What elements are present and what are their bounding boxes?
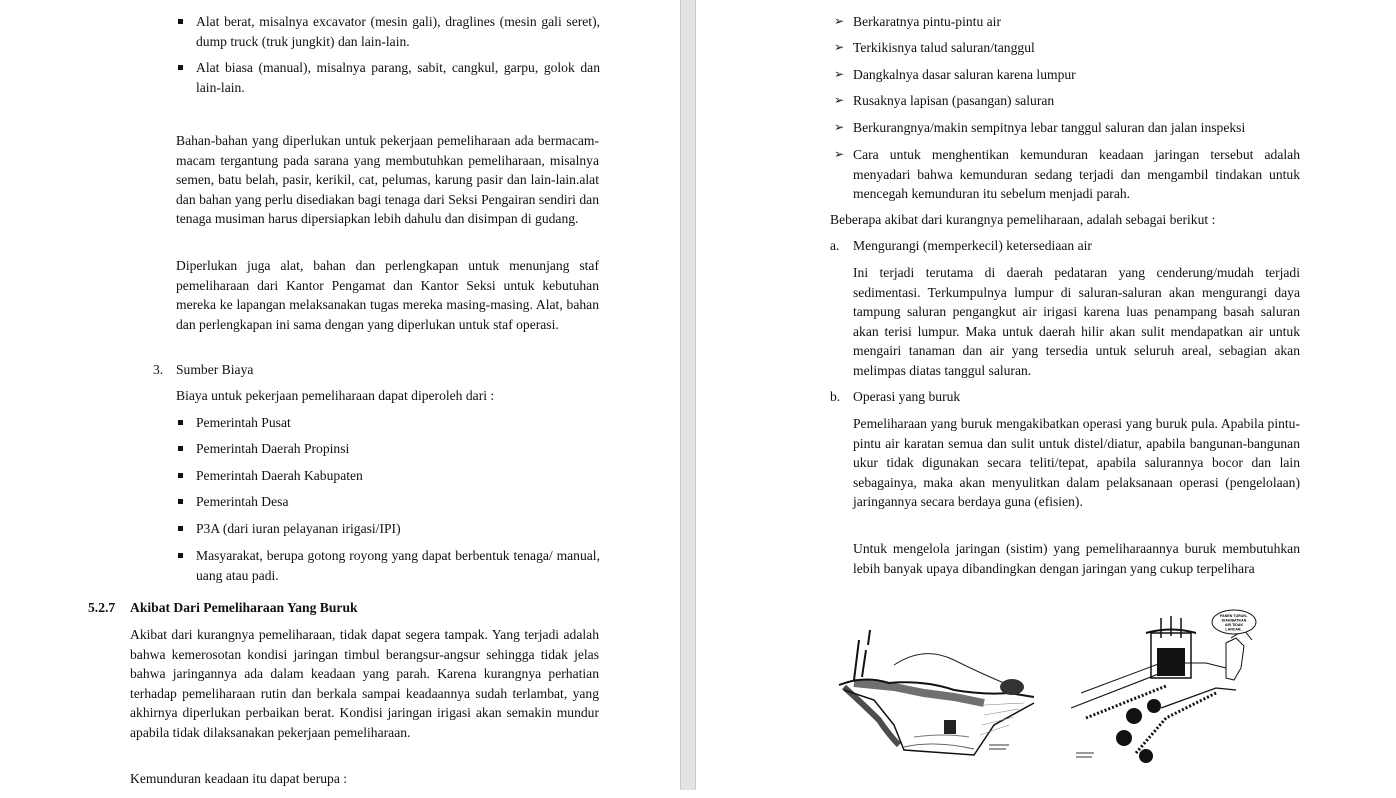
list-letter: a.: [830, 238, 840, 253]
list-item-text: Pemerintah Daerah Kabupaten: [196, 468, 363, 483]
square-bullet-icon: [178, 19, 183, 24]
square-bullet-icon: [178, 65, 183, 70]
arrow-bullet-icon: ➢: [834, 93, 845, 107]
paragraph-akibat: Akibat dari kurangnya pemeliharaan, tidak dapat segera tampak. Yang terjadi adalah bahwa kemerosotan kondisi jaringan timbul berangsur-angsur sehingga tidak jelas bahwa jaringannya ada dalam keadaan yang parah. Karena kurangnya perhatian terhadap pemeliharaan rutin dan berkala sampai keadaannya sudah terlambat, yang akhirnya diperlukan perbaikan berat. Kondisi jaringan irigasi akan semakin mundur apabila tidak dilaksanakan pekerjaan pemeliharaan.: [130, 627, 599, 740]
list-item-text: Cara untuk menghentikan kemunduran keadaan jaringan tersebut adalah menyadari bahwa kemunduran sedang terjadi dan mengambil tindakan untuk mencegah kemunduran itu sebelum menjadi parah.: [853, 147, 1300, 202]
list-item: [178, 12, 600, 52]
list-item-text: Rusaknya lapisan (pasangan) saluran: [853, 93, 1055, 108]
square-bullet-icon: [178, 499, 183, 504]
paragraph-kemunduran: Kemunduran keadaan itu dapat berupa :: [130, 771, 348, 786]
speech-bubble-line: AIR TIDAK: [1224, 623, 1244, 627]
square-bullet-icon: [178, 446, 183, 451]
lettered-item-a: [830, 236, 1300, 256]
list-item: [834, 91, 1300, 111]
list-item-text: P3A (dari iuran pelayanan irigasi/IPI): [196, 521, 401, 536]
arrow-bullet-icon: ➢: [834, 14, 845, 28]
list-item: [834, 38, 1300, 58]
square-bullet-icon: [178, 420, 183, 425]
speech-bubble-line: DIAKIBATKAN: [1221, 618, 1247, 623]
lettered-item-b: [830, 387, 1300, 407]
list-item-text: Alat berat, misalnya excavator (mesin gali), draglines (mesin gali seret), dump truck (truk jungkit) dan lain-lain.: [196, 14, 600, 49]
list-item-text: Alat biasa (manual), misalnya parang, sabit, cangkul, garpu, golok dan lain-lain.: [196, 60, 600, 95]
list-number: 3.: [153, 362, 164, 377]
numbered-item-3: [153, 360, 603, 380]
paragraph-materials: Bahan-bahan yang diperlukan untuk pekerjaan pemeliharaan ada bermacam-macam tergantung pada sarana yang membutuhkan pemeliharaan, misalnya semen, batu belah, pasir, kerikil, cat, pelumas, karung pasir dan lain-lain.alat dan bahan yang perlu disediakan bagi tenaga dari Seksi Pengairan sendiri dan tenaga musiman harus dipersiapkan lebih dahulu dan disimpan di gudang.: [176, 133, 599, 227]
list-item: [178, 519, 600, 539]
item-title: Mengurangi (memperkecil) ketersediaan air: [853, 238, 1092, 253]
broken-gate-cartoon: [1066, 608, 1266, 773]
list-item: [834, 65, 1300, 85]
paragraph-equipment: Diperlukan juga alat, bahan dan perlengkapan untuk menunjang staf pemeliharaan dari Kantor Pengamat dan Kantor Seksi untuk kebutuhan mereka ke lapangan melaksanakan tugas mereka masing-masing. Alat, bahan dan perlengkapan ini sama dengan yang diperlukan untuk staf operasi.: [176, 258, 599, 332]
speech-bubble-line: PANEN TURUN..: [1220, 614, 1248, 618]
item-title: Operasi yang buruk: [853, 389, 961, 404]
speech-bubble-line: LANCAR..: [1225, 627, 1243, 632]
section-intro: Biaya untuk pekerjaan pemeliharaan dapat diperoleh dari :: [176, 388, 495, 403]
list-item: [178, 439, 600, 459]
heading-number: 5.2.7: [88, 600, 116, 615]
silted-channel-illustration: [834, 625, 1040, 765]
heading-title: Akibat Dari Pemeliharaan Yang Buruk: [130, 600, 358, 615]
item-b-body-1: Pemeliharaan yang buruk mengakibatkan operasi yang buruk pula. Apabila pintu-pintu air karatan semua dan sulit untuk distel/diatur, apabila bangunan-bangunan ukur tidak digunakan secara teliti/tepat, apabila salurannya bocor dan lain sebagainya, maka akan menyulitkan dalam pelaksanaan operasi (pengelolaan) jaringannya secara berdaya guna (efisien).: [853, 416, 1300, 510]
list-item-text: Pemerintah Daerah Propinsi: [196, 441, 350, 456]
list-item-text: Pemerintah Desa: [196, 494, 289, 509]
list-item: [178, 492, 600, 512]
square-bullet-icon: [178, 526, 183, 531]
item-b-body-2: Untuk mengelola jaringan (sistim) yang pemeliharaannya buruk membutuhkan lebih banyak upaya dibandingkan dengan jaringan yang cukup terpelihara: [853, 541, 1300, 576]
list-item: [834, 145, 1300, 205]
list-letter: b.: [830, 389, 841, 404]
list-item: [834, 12, 1300, 32]
list-item: [834, 118, 1300, 138]
document-page-left: [0, 0, 680, 798]
list-item: [178, 413, 600, 433]
arrow-bullet-icon: ➢: [834, 147, 845, 161]
arrow-bullet-icon: ➢: [834, 67, 845, 81]
list-item-text: Berkaratnya pintu-pintu air: [853, 14, 1001, 29]
list-item: [178, 546, 600, 586]
arrow-bullet-icon: ➢: [834, 40, 845, 54]
list-item-text: Dangkalnya dasar saluran karena lumpur: [853, 67, 1076, 82]
page-gutter: [680, 0, 696, 790]
document-page-right: [696, 0, 1396, 798]
section-title: Sumber Biaya: [176, 362, 254, 377]
square-bullet-icon: [178, 473, 183, 478]
list-item-text: Berkurangnya/makin sempitnya lebar tanggul saluran dan jalan inspeksi: [853, 120, 1246, 135]
item-a-body: Ini terjadi terutama di daerah pedataran yang cenderung/mudah terjadi sedimentasi. Terkumpulnya lumpur di saluran-saluran akan mengurangi daya tampung saluran pengangkut air irigasi karena luas penampang basah saluran akan terisi lumpur. Maka untuk daerah hilir akan sulit mendapatkan air untuk mengairi tanaman dan air yang tersedia untuk seluruh areal, sebagian akan melimpas diatas tanggul saluran.: [853, 265, 1300, 378]
list-item-text: Pemerintah Pusat: [196, 415, 291, 430]
list-item-text: Masyarakat, berupa gotong royong yang dapat berbentuk tenaga/ manual, uang atau padi.: [196, 548, 600, 583]
square-bullet-icon: [178, 553, 183, 558]
consequences-intro: Beberapa akibat dari kurangnya pemeliharaan, adalah sebagai berikut :: [830, 212, 1216, 227]
list-item-text: Terkikisnya talud saluran/tanggul: [853, 40, 1035, 55]
arrow-bullet-icon: ➢: [834, 120, 845, 134]
section-heading-5-2-7: [88, 598, 608, 618]
list-item: [178, 58, 600, 98]
list-item: [178, 466, 600, 486]
